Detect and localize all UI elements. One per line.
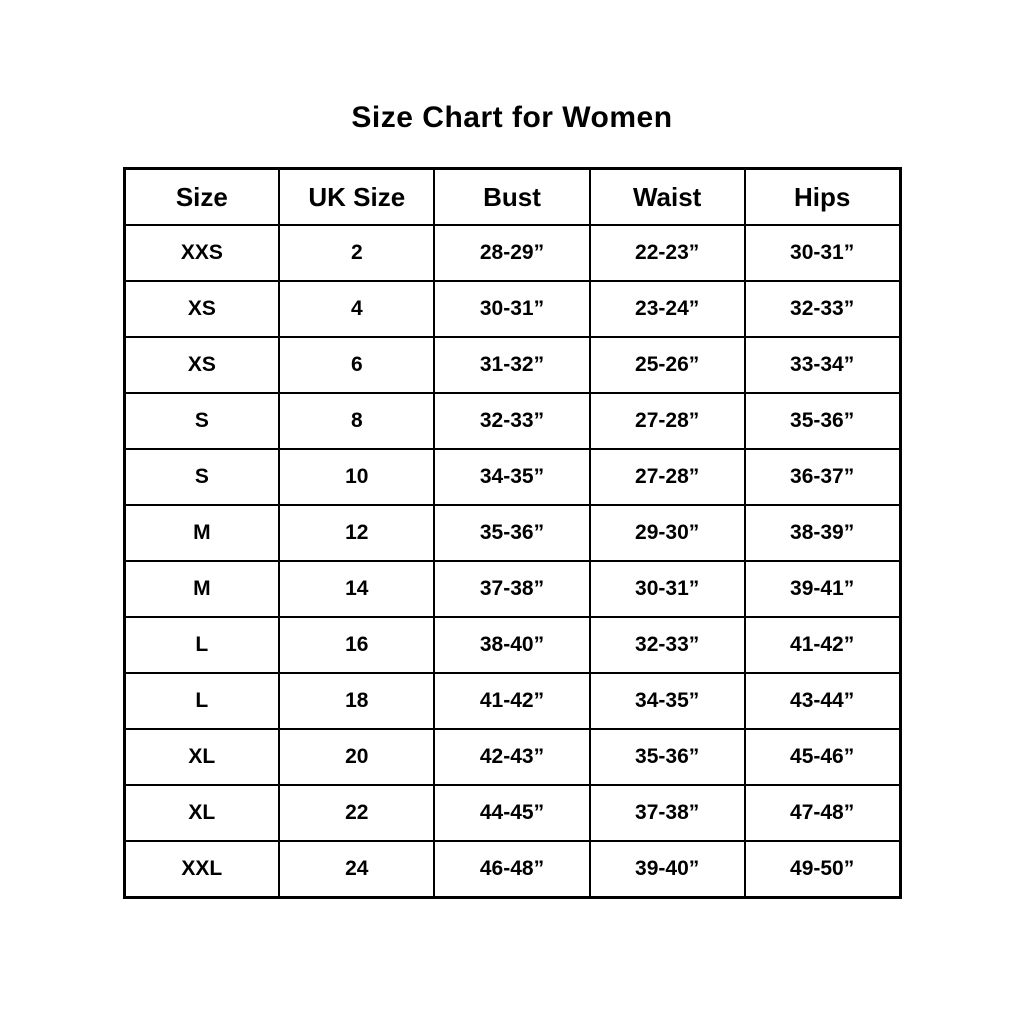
table-cell: XXL: [124, 841, 279, 898]
table-cell: 32-33”: [745, 281, 900, 337]
table-cell: L: [124, 673, 279, 729]
table-cell: 39-41”: [745, 561, 900, 617]
table-cell: 16: [279, 617, 434, 673]
column-header: UK Size: [279, 169, 434, 226]
table-cell: 41-42”: [745, 617, 900, 673]
table-cell: 37-38”: [590, 785, 745, 841]
table-cell: 12: [279, 505, 434, 561]
table-cell: M: [124, 505, 279, 561]
table-row: [124, 225, 900, 281]
table-row: [124, 281, 900, 337]
table-cell: 30-31”: [745, 225, 900, 281]
table-cell: 32-33”: [590, 617, 745, 673]
table-cell: 34-35”: [434, 449, 589, 505]
table-cell: 30-31”: [434, 281, 589, 337]
table-row: [124, 449, 900, 505]
table-cell: 20: [279, 729, 434, 785]
table-row: [124, 673, 900, 729]
table-cell: 35-36”: [434, 505, 589, 561]
table-cell: 30-31”: [590, 561, 745, 617]
column-header: Bust: [434, 169, 589, 226]
table-cell: 23-24”: [590, 281, 745, 337]
column-header: Waist: [590, 169, 745, 226]
table-cell: 47-48”: [745, 785, 900, 841]
header-row: [124, 169, 900, 226]
table-cell: 49-50”: [745, 841, 900, 898]
table-row: [124, 617, 900, 673]
table-cell: 25-26”: [590, 337, 745, 393]
table-cell: XS: [124, 337, 279, 393]
table-cell: 44-45”: [434, 785, 589, 841]
table-cell: 46-48”: [434, 841, 589, 898]
table-row: [124, 337, 900, 393]
table-cell: 31-32”: [434, 337, 589, 393]
table-cell: 45-46”: [745, 729, 900, 785]
page-title: Size Chart for Women: [351, 101, 673, 134]
table-cell: S: [124, 449, 279, 505]
table-cell: 34-35”: [590, 673, 745, 729]
table-cell: L: [124, 617, 279, 673]
table-cell: 6: [279, 337, 434, 393]
table-cell: 24: [279, 841, 434, 898]
table-cell: 38-40”: [434, 617, 589, 673]
table-cell: 38-39”: [745, 505, 900, 561]
table-cell: 29-30”: [590, 505, 745, 561]
table-header: [124, 169, 900, 226]
table-cell: 32-33”: [434, 393, 589, 449]
table-cell: 33-34”: [745, 337, 900, 393]
table-cell: 10: [279, 449, 434, 505]
table-cell: M: [124, 561, 279, 617]
table-cell: 36-37”: [745, 449, 900, 505]
table-cell: 39-40”: [590, 841, 745, 898]
table-row: [124, 729, 900, 785]
table-cell: XL: [124, 729, 279, 785]
table-cell: 35-36”: [590, 729, 745, 785]
table-cell: 22-23”: [590, 225, 745, 281]
table-cell: 27-28”: [590, 393, 745, 449]
table-cell: 28-29”: [434, 225, 589, 281]
table-row: [124, 785, 900, 841]
table-cell: XS: [124, 281, 279, 337]
table-cell: 41-42”: [434, 673, 589, 729]
table-cell: S: [124, 393, 279, 449]
size-chart-table: [123, 167, 902, 899]
table-cell: 42-43”: [434, 729, 589, 785]
table-cell: 18: [279, 673, 434, 729]
table-cell: XL: [124, 785, 279, 841]
table-row: [124, 393, 900, 449]
table-cell: XXS: [124, 225, 279, 281]
table-row: [124, 505, 900, 561]
table-body: [124, 225, 900, 898]
column-header: Hips: [745, 169, 900, 226]
table-cell: 8: [279, 393, 434, 449]
table-cell: 27-28”: [590, 449, 745, 505]
table-cell: 2: [279, 225, 434, 281]
table-cell: 35-36”: [745, 393, 900, 449]
table-row: [124, 841, 900, 898]
table-cell: 22: [279, 785, 434, 841]
table-row: [124, 561, 900, 617]
table-cell: 14: [279, 561, 434, 617]
table-cell: 37-38”: [434, 561, 589, 617]
table-cell: 4: [279, 281, 434, 337]
column-header: Size: [124, 169, 279, 226]
table-cell: 43-44”: [745, 673, 900, 729]
